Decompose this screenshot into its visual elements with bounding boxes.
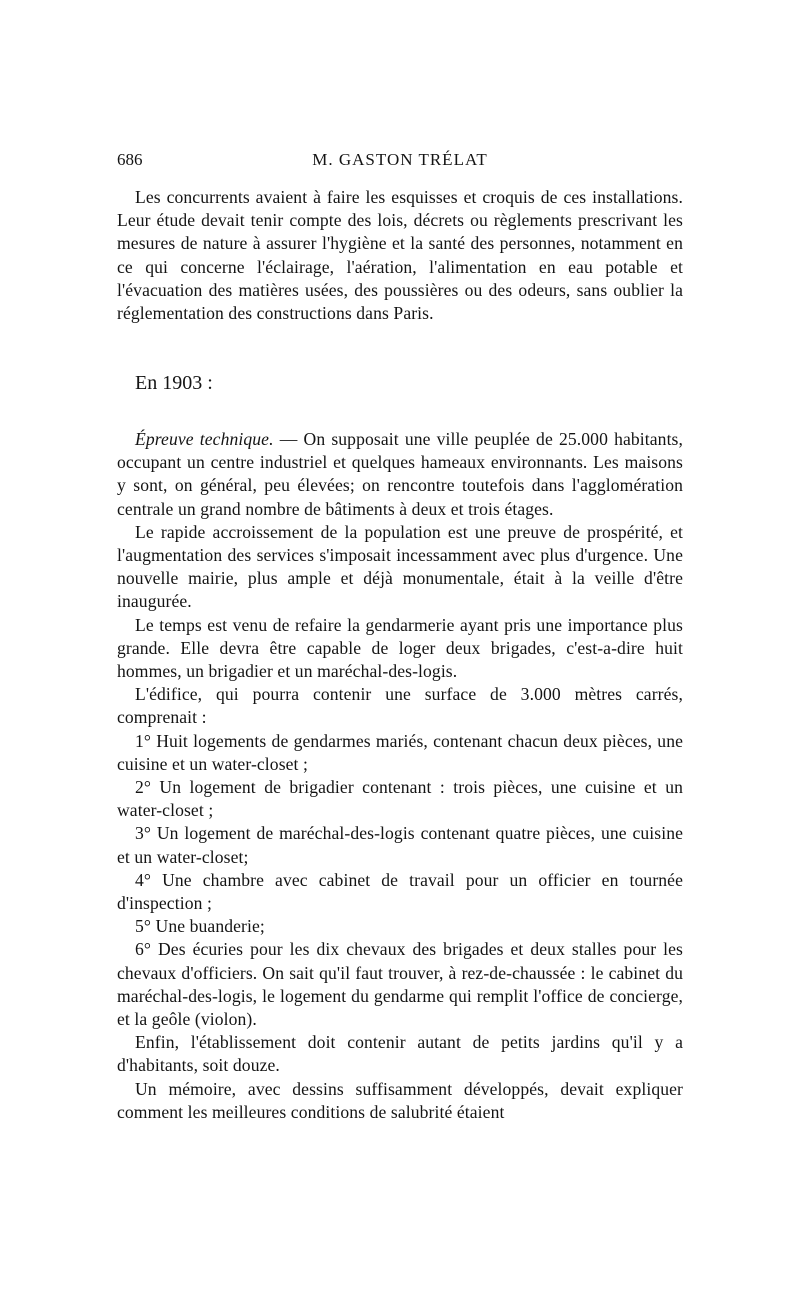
paragraph-edifice: L'édifice, qui pourra contenir une surface de 3.000 mètres carrés, comprenait :: [117, 684, 683, 728]
paragraph-epreuve-text: — On supposait une ville peuplée de 25.000 habitants, occupant un centre industriel et quelques hameaux environnants. Les maisons y sont, on général, peu élevées; on rencontre toutefois dans l'agglomération centrale un grand nombre de bâtiments à deux et trois étages.: [117, 429, 684, 519]
year-heading: En 1903 :: [135, 372, 213, 394]
paragraph-memoire: Un mémoire, avec dessins suffisamment développés, devait expliquer comment les meilleures conditions de salubrité étaient: [117, 1078, 683, 1122]
list-item-5: 5° Une buanderie;: [135, 916, 265, 937]
list-item-6: 6° Des écuries pour les dix chevaux des brigades et deux stalles pour les chevaux d'officiers. On sait qu'il faut trouver, à rez-de-chaussée : le cabinet du maréchal-des-logis, le logement du gendarme qui remplit l'office de concierge, et la geôle (violon).: [117, 939, 683, 1030]
running-head: M. GASTON TRÉLAT: [312, 150, 488, 169]
book-page: [117, 0, 683, 1304]
list-item-4: 4° Une chambre avec cabinet de travail pour un officier en tournée d'inspection ;: [117, 869, 683, 914]
list-item-2: 2° Un logement de brigadier contenant : trois pièces, une cuisine et un water-closet ;: [117, 777, 683, 821]
page-number: 686: [117, 150, 143, 169]
paragraph-epreuve: [117, 428, 683, 521]
paragraph-gendarmerie: Le temps est venu de refaire la gendarmerie ayant pris une importance plus grande. Elle devra être capable de loger deux brigades, c'est-a-dire huit hommes, un brigadier et un maréchal-des-logis.: [117, 614, 683, 682]
list-item-1: 1° Huit logements de gendarmes mariés, contenant chacun deux pièces, une cuisine et un water-closet ;: [117, 730, 683, 774]
paragraph-population: Le rapide accroissement de la population est une preuve de prospérité, et l'augmentation des services s'imposait incessamment avec plus d'urgence. Une nouvelle mairie, plus ample et déjà monumentale, était à la veille d'être inaugurée.: [117, 521, 683, 612]
body-section: [117, 428, 683, 1124]
intro-paragraph: Les concurrents avaient à faire les esquisses et croquis de ces installations. Leur étude devait tenir compte des lois, décrets ou règlements prescrivant les mesures de nature à assurer l'hygiène et la santé des personnes, notamment en ce qui concerne l'éclairage, l'aération, l'alimentation en eau potable et l'évacuation des matières usées, des poussières ou des odeurs, sans oublier la réglementation des constructions dans Paris.: [117, 187, 683, 324]
intro-section: [117, 186, 683, 325]
paragraph-jardins: Enfin, l'établissement doit contenir autant de petits jardins qu'il y a d'habitants, soit douze.: [117, 1032, 683, 1076]
page-header: [117, 150, 683, 174]
list-item-3: 3° Un logement de maréchal-des-logis contenant quatre pièces, une cuisine et un water-closet;: [117, 823, 683, 867]
epreuve-label: Épreuve technique.: [135, 429, 274, 449]
